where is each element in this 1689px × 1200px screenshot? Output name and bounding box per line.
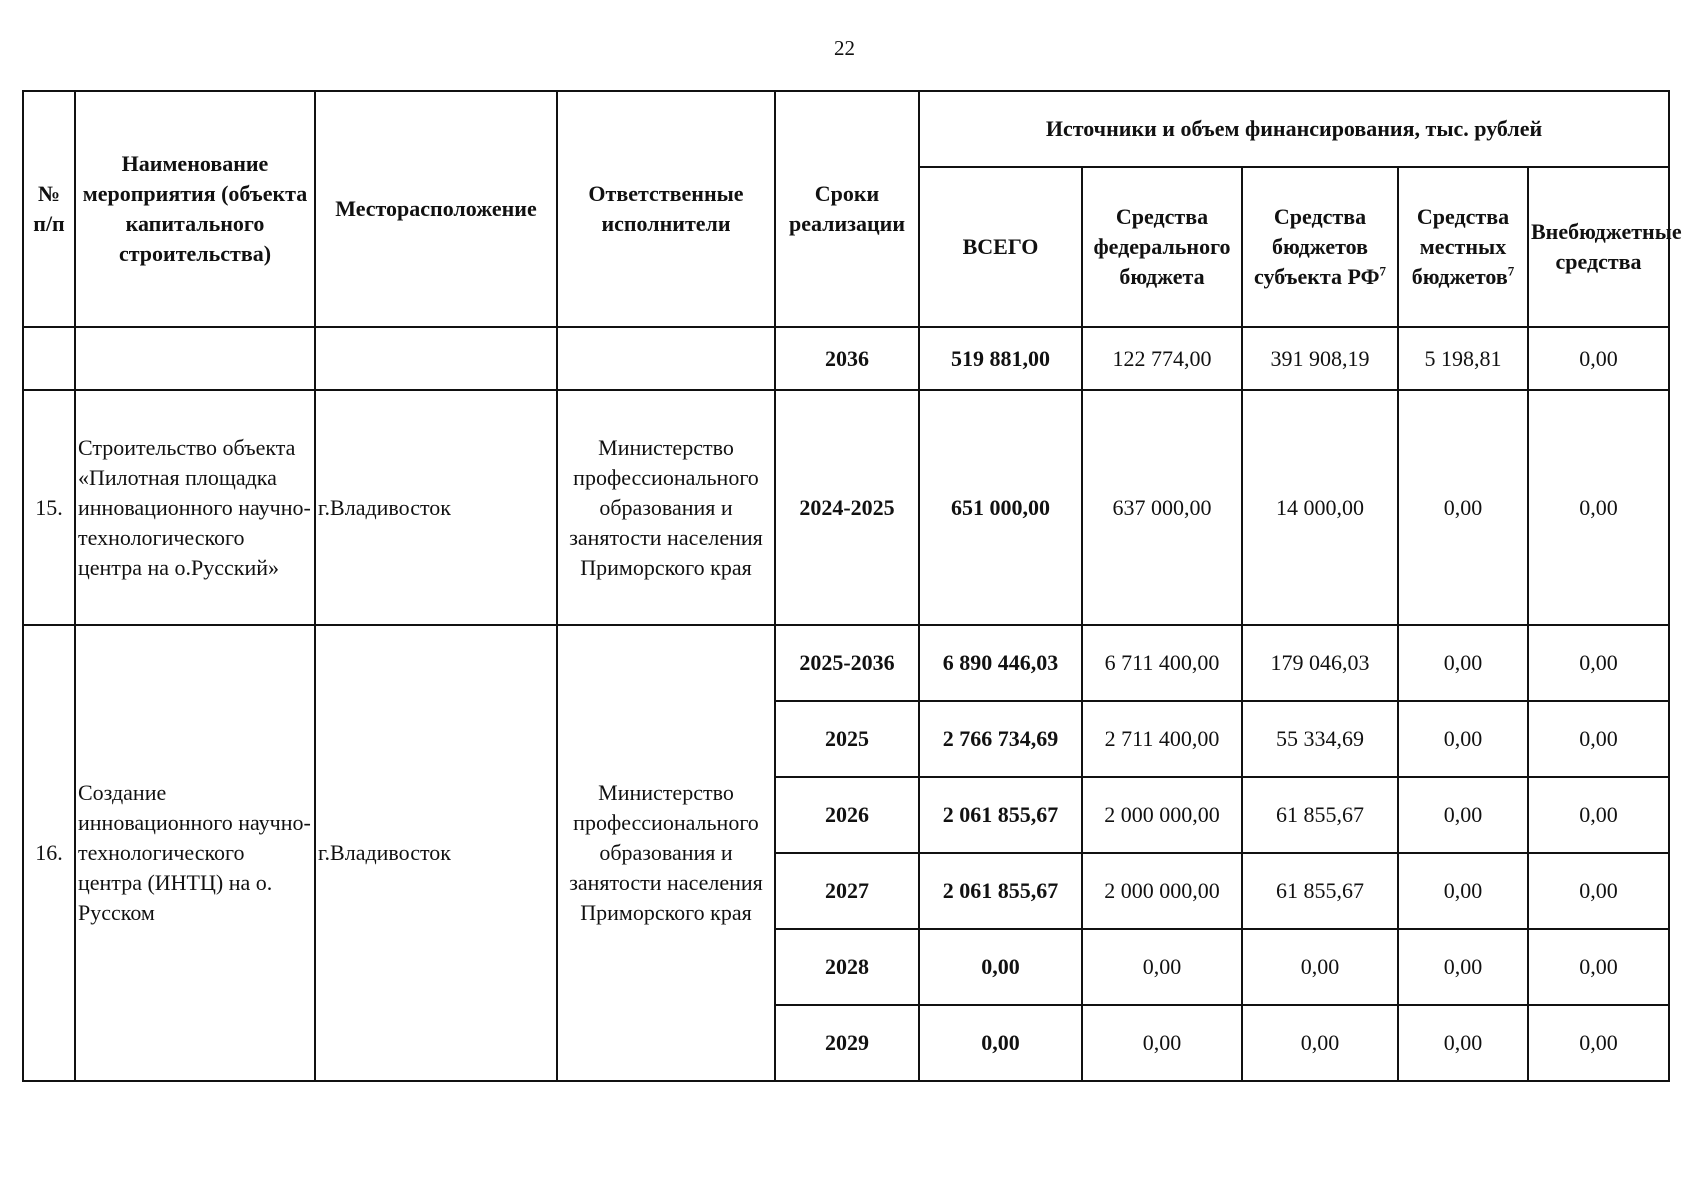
cell-total: 651 000,00	[919, 390, 1082, 625]
cell-period: 2025-2036	[775, 625, 919, 701]
cell-federal: 6 711 400,00	[1082, 625, 1242, 701]
cell-period: 2028	[775, 929, 919, 1005]
header-location: Месторасположение	[315, 91, 557, 327]
cell-empty	[75, 327, 315, 390]
cell-federal: 2 000 000,00	[1082, 853, 1242, 929]
cell-local: 0,00	[1398, 929, 1528, 1005]
table-row-item-15	[23, 390, 1669, 625]
cell-period: 2027	[775, 853, 919, 929]
cell-name: Создание инновационного научно-технологического центра (ИНТЦ) на о. Русском	[75, 625, 315, 1081]
cell-local: 0,00	[1398, 701, 1528, 777]
header-federal: Средства федерального бюджета	[1082, 167, 1242, 327]
header-local-label: Средства местных бюджетов	[1411, 204, 1510, 289]
cell-total: 2 766 734,69	[919, 701, 1082, 777]
header-funding-group: Источники и объем финансирования, тыс. рублей	[919, 91, 1669, 167]
cell-subject: 0,00	[1242, 1005, 1398, 1081]
cell-total: 0,00	[919, 929, 1082, 1005]
header-executors: Ответственные исполнители	[557, 91, 775, 327]
header-name: Наименование мероприятия (объекта капитального строительства)	[75, 91, 315, 327]
cell-federal: 637 000,00	[1082, 390, 1242, 625]
cell-index: 15.	[23, 390, 75, 625]
cell-subject: 61 855,67	[1242, 777, 1398, 853]
cell-location: г.Владивосток	[315, 625, 557, 1081]
header-period: Сроки реализации	[775, 91, 919, 327]
financing-table	[22, 90, 1682, 1082]
cell-offbudget: 0,00	[1528, 625, 1669, 701]
cell-subject: 179 046,03	[1242, 625, 1398, 701]
cell-federal: 2 000 000,00	[1082, 777, 1242, 853]
cell-offbudget: 0,00	[1528, 327, 1669, 390]
table-row-item-16	[23, 625, 1669, 701]
cell-subject: 391 908,19	[1242, 327, 1398, 390]
cell-offbudget: 0,00	[1528, 1005, 1669, 1081]
cell-local: 0,00	[1398, 853, 1528, 929]
header-row-top	[23, 91, 1669, 167]
header-subject-label: Средства бюджетов субъекта РФ	[1254, 204, 1380, 289]
cell-federal: 0,00	[1082, 1005, 1242, 1081]
cell-executors: Министерство профессионального образования и занятости населения Приморского края	[557, 625, 775, 1081]
cell-offbudget: 0,00	[1528, 853, 1669, 929]
header-subject	[1242, 167, 1398, 327]
cell-period: 2029	[775, 1005, 919, 1081]
cell-total: 2 061 855,67	[919, 853, 1082, 929]
cell-local: 0,00	[1398, 1005, 1528, 1081]
cell-empty	[23, 327, 75, 390]
cell-name: Строительство объекта «Пилотная площадка инновационного научно-технологического центра на о.Русский»	[75, 390, 315, 625]
cell-offbudget: 0,00	[1528, 390, 1669, 625]
page-number: 22	[834, 36, 855, 60]
cell-location: г.Владивосток	[315, 390, 557, 625]
cell-subject: 61 855,67	[1242, 853, 1398, 929]
cell-federal: 2 711 400,00	[1082, 701, 1242, 777]
cell-local: 0,00	[1398, 777, 1528, 853]
cell-offbudget: 0,00	[1528, 777, 1669, 853]
header-local-note: 7	[1507, 263, 1515, 279]
cell-period: 2024-2025	[775, 390, 919, 625]
table-row-2036	[23, 327, 1669, 390]
cell-period: 2026	[775, 777, 919, 853]
cell-period: 2025	[775, 701, 919, 777]
cell-empty	[557, 327, 775, 390]
header-subject-note: 7	[1379, 263, 1386, 279]
cell-subject: 0,00	[1242, 929, 1398, 1005]
header-index: № п/п	[23, 91, 75, 327]
cell-period: 2036	[775, 327, 919, 390]
cell-local: 0,00	[1398, 390, 1528, 625]
cell-total: 0,00	[919, 1005, 1082, 1081]
cell-executors: Министерство профессионального образования и занятости населения Приморского края	[557, 390, 775, 625]
cell-offbudget: 0,00	[1528, 701, 1669, 777]
cell-subject: 14 000,00	[1242, 390, 1398, 625]
header-total: ВСЕГО	[919, 167, 1082, 327]
cell-total: 519 881,00	[919, 327, 1082, 390]
cell-local: 5 198,81	[1398, 327, 1528, 390]
cell-subject: 55 334,69	[1242, 701, 1398, 777]
cell-offbudget: 0,00	[1528, 929, 1669, 1005]
cell-total: 6 890 446,03	[919, 625, 1082, 701]
header-local	[1398, 167, 1528, 327]
cell-index: 16.	[23, 625, 75, 1081]
cell-empty	[315, 327, 557, 390]
cell-federal: 122 774,00	[1082, 327, 1242, 390]
cell-total: 2 061 855,67	[919, 777, 1082, 853]
header-offbudget: Внебюджетные средства	[1528, 167, 1669, 327]
cell-federal: 0,00	[1082, 929, 1242, 1005]
cell-local: 0,00	[1398, 625, 1528, 701]
